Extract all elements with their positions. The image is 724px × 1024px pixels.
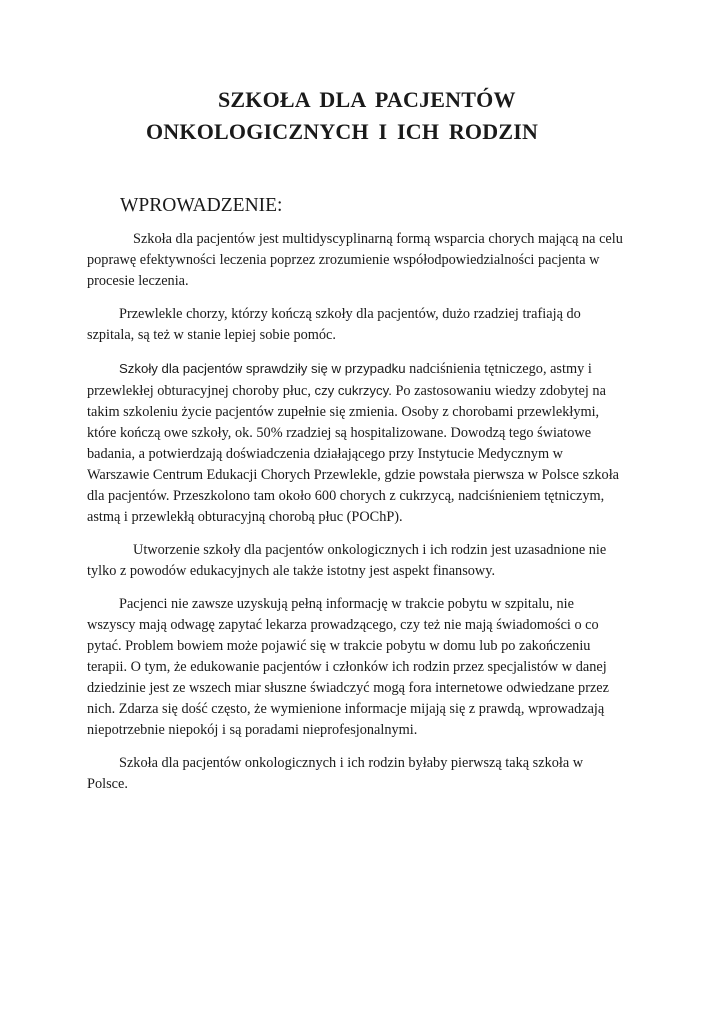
title-line: ONKOLOGICZNYCH I ICH RODZIN [146,119,539,144]
paragraph-line: Szkoła dla pacjentów onkologicznych i ich rodzin byłaby pierwszą taką szkoła w [119,755,584,771]
title-line: SZKOŁA DLA PACJENTÓW [218,87,516,112]
text-segment: nadciśnienia tętniczego, astmy i [405,361,592,377]
paragraph-line: niepotrzebnie niepokój i są poradami nieprofesjonalnymi. [87,722,418,738]
document-title [0,84,724,148]
paragraph [87,594,645,741]
paragraph [87,304,645,346]
paragraph-line: pytać. Problem bowiem może pojawić się w trakcie pobytu w domu lub po zakończeniu [87,638,591,654]
paragraph-line: dla pacjentów. Przeszkolono tam około 600 chorych z cukrzycą, nadciśnieniem tętniczym, [87,488,605,504]
section-heading: WPROWADZENIE: [120,195,283,216]
paragraph-line: nich. Zdarza się dość często, że wymienione informacje mijają się z prawdą, wprowadzają [87,701,605,717]
paragraph-line [87,380,645,402]
paragraph-line: Pacjenci nie zawsze uzyskują pełną informację w trakcie pobytu w szpitalu, nie [119,596,574,612]
paragraph-line: poprawę efektywności leczenia poprzez zrozumienie współodpowiedzialności pacjenta w [87,252,600,268]
paragraph [87,229,645,292]
paragraph-line [87,358,645,380]
paragraph-line: które kończą owe szkoły, ok. 50% rzadziej są hospitalizowane. Dowodzą tego światowe [87,425,592,441]
paragraph-line: badania, a potwierdzają doświadczenia działającego przy Instytucie Medycznym w [87,446,563,462]
paragraph-line: Utworzenie szkoły dla pacjentów onkologicznych i ich rodzin jest uzasadnione nie [133,542,607,558]
paragraph [87,753,645,795]
paragraph-line: wszyscy mają odwagę zapytać lekarza prowadzącego, czy też nie mają świadomości o co [87,617,599,633]
paragraph-line: Przewlekle chorzy, którzy kończą szkoły dla pacjentów, dużo rzadziej trafiają do [119,306,581,322]
paragraph-line: astmą i przewlekłą obturacyjną chorobą płuc (POChP). [87,509,403,525]
text-segment: Po zastosowaniu wiedzy zdobytej na [391,383,606,399]
text-segment: czy cukrzycy. [314,383,392,398]
paragraph-line: Polsce. [87,776,128,792]
paragraph-line: dziedzinie jest ze wszech miar słuszne świadczyć mogą fora internetowe odwiedzane przez [87,680,609,696]
paragraph-line: procesie leczenia. [87,273,189,289]
paragraph-line: szpitala, są też w stanie lepiej sobie pomóc. [87,327,336,343]
paragraph-line: Szkoła dla pacjentów jest multidyscyplinarną formą wsparcia chorych mającą na celu [133,231,623,247]
text-segment: Szkoły dla pacjentów sprawdziły się w przypadku [119,361,406,376]
paragraph-line: Warszawie Centrum Edukacji Chorych Przewlekle, gdzie powstała pierwsza w Polsce szkoła [87,467,620,483]
paragraph-line: terapii. O tym, że edukowanie pacjentów i członków ich rodzin przez specjalistów w danej [87,659,607,675]
document-body [87,229,645,807]
paragraph-line: takim szkoleniu życie pacjentów zupełnie się zmienia. Osoby z chorobami przewlekłymi, [87,404,600,420]
paragraph-line: tylko z powodów edukacyjnych ale także istotny jest aspekt finansowy. [87,563,496,579]
paragraph [87,358,645,528]
text-segment: przewlekłej obturacyjnej choroby płuc, [87,383,315,399]
paragraph [87,540,645,582]
